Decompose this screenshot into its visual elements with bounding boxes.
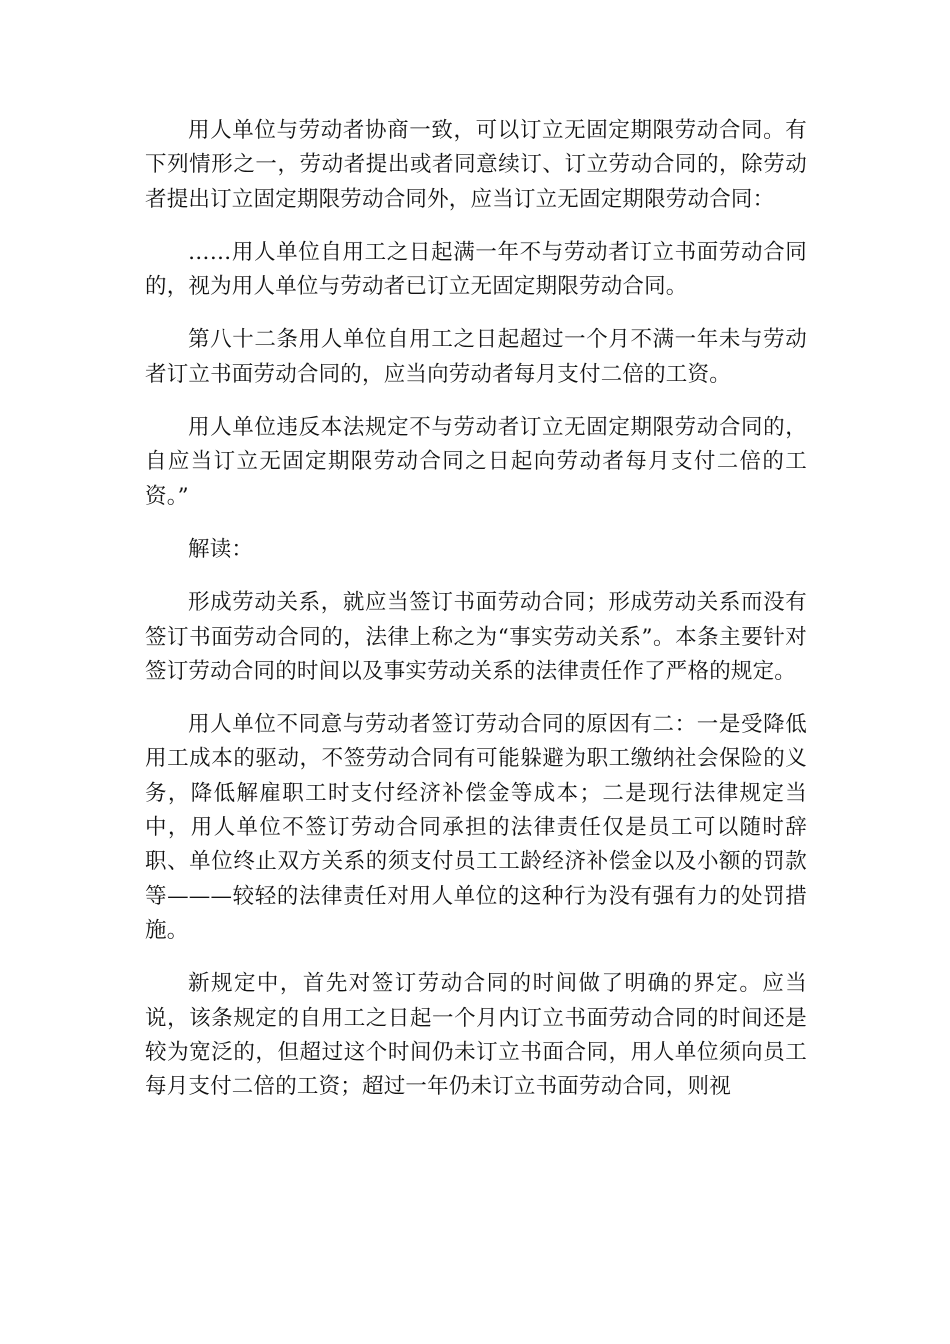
paragraph-new-rules: 新规定中，首先对签订劳动合同的时间做了明确的界定。应当说，该条规定的自用工之日起一个月内订立书面劳动合同的时间还是较为宽泛的，但超过这个时间仍未订立书面合同，用人单位须向员工每月支付二倍的工资；超过一年仍未订立书面劳动合同，则视 xyxy=(145,971,807,1100)
paragraph-one-year-rule: ……用人单位自用工之日起满一年不与劳动者订立书面劳动合同的，视为用人单位与劳动者已订立无固定期限劳动合同。 xyxy=(145,239,807,300)
paragraph-article-82: 第八十二条用人单位自用工之日起超过一个月不满一年未与劳动者订立书面劳动合同的，应当向劳动者每月支付二倍的工资。 xyxy=(145,327,807,387)
paragraph-factual-relation: 形成劳动关系，就应当签订书面劳动合同；形成劳动关系而没有签订书面劳动合同的，法律上称之为“事实劳动关系”。本条主要针对签订劳动合同的时间以及事实劳动关系的法律责任作了严格的规定。 xyxy=(145,590,807,684)
paragraph-contract-terms: 用人单位与劳动者协商一致，可以订立无固定期限劳动合同。有下列情形之一，劳动者提出或者同意续订、订立劳动合同的，除劳动者提出订立固定期限劳动合同外，应当订立无固定期限劳动合同： xyxy=(145,118,807,212)
document-page xyxy=(145,114,807,1123)
paragraph-reasons: 用人单位不同意与劳动者签订劳动合同的原因有二：一是受降低用工成本的驱动，不签劳动合同有可能躲避为职工缴纳社会保险的义务，降低解雇职工时支付经济补偿金等成本；二是现行法律规定当中，用人单位不签订劳动合同承担的法律责任仅是员工可以随时辞职、单位终止双方关系的须支付员工工龄经济补偿金以及小额的罚款等———较轻的法律责任对用人单位的这种行为没有强有力的处罚措施。 xyxy=(145,712,807,943)
paragraph-interpretation-heading: 解读： xyxy=(188,536,254,562)
paragraph-violation-rule: 用人单位违反本法规定不与劳动者订立无固定期限劳动合同的，自应当订立无固定期限劳动合同之日起向劳动者每月支付二倍的工资。” xyxy=(145,415,807,509)
